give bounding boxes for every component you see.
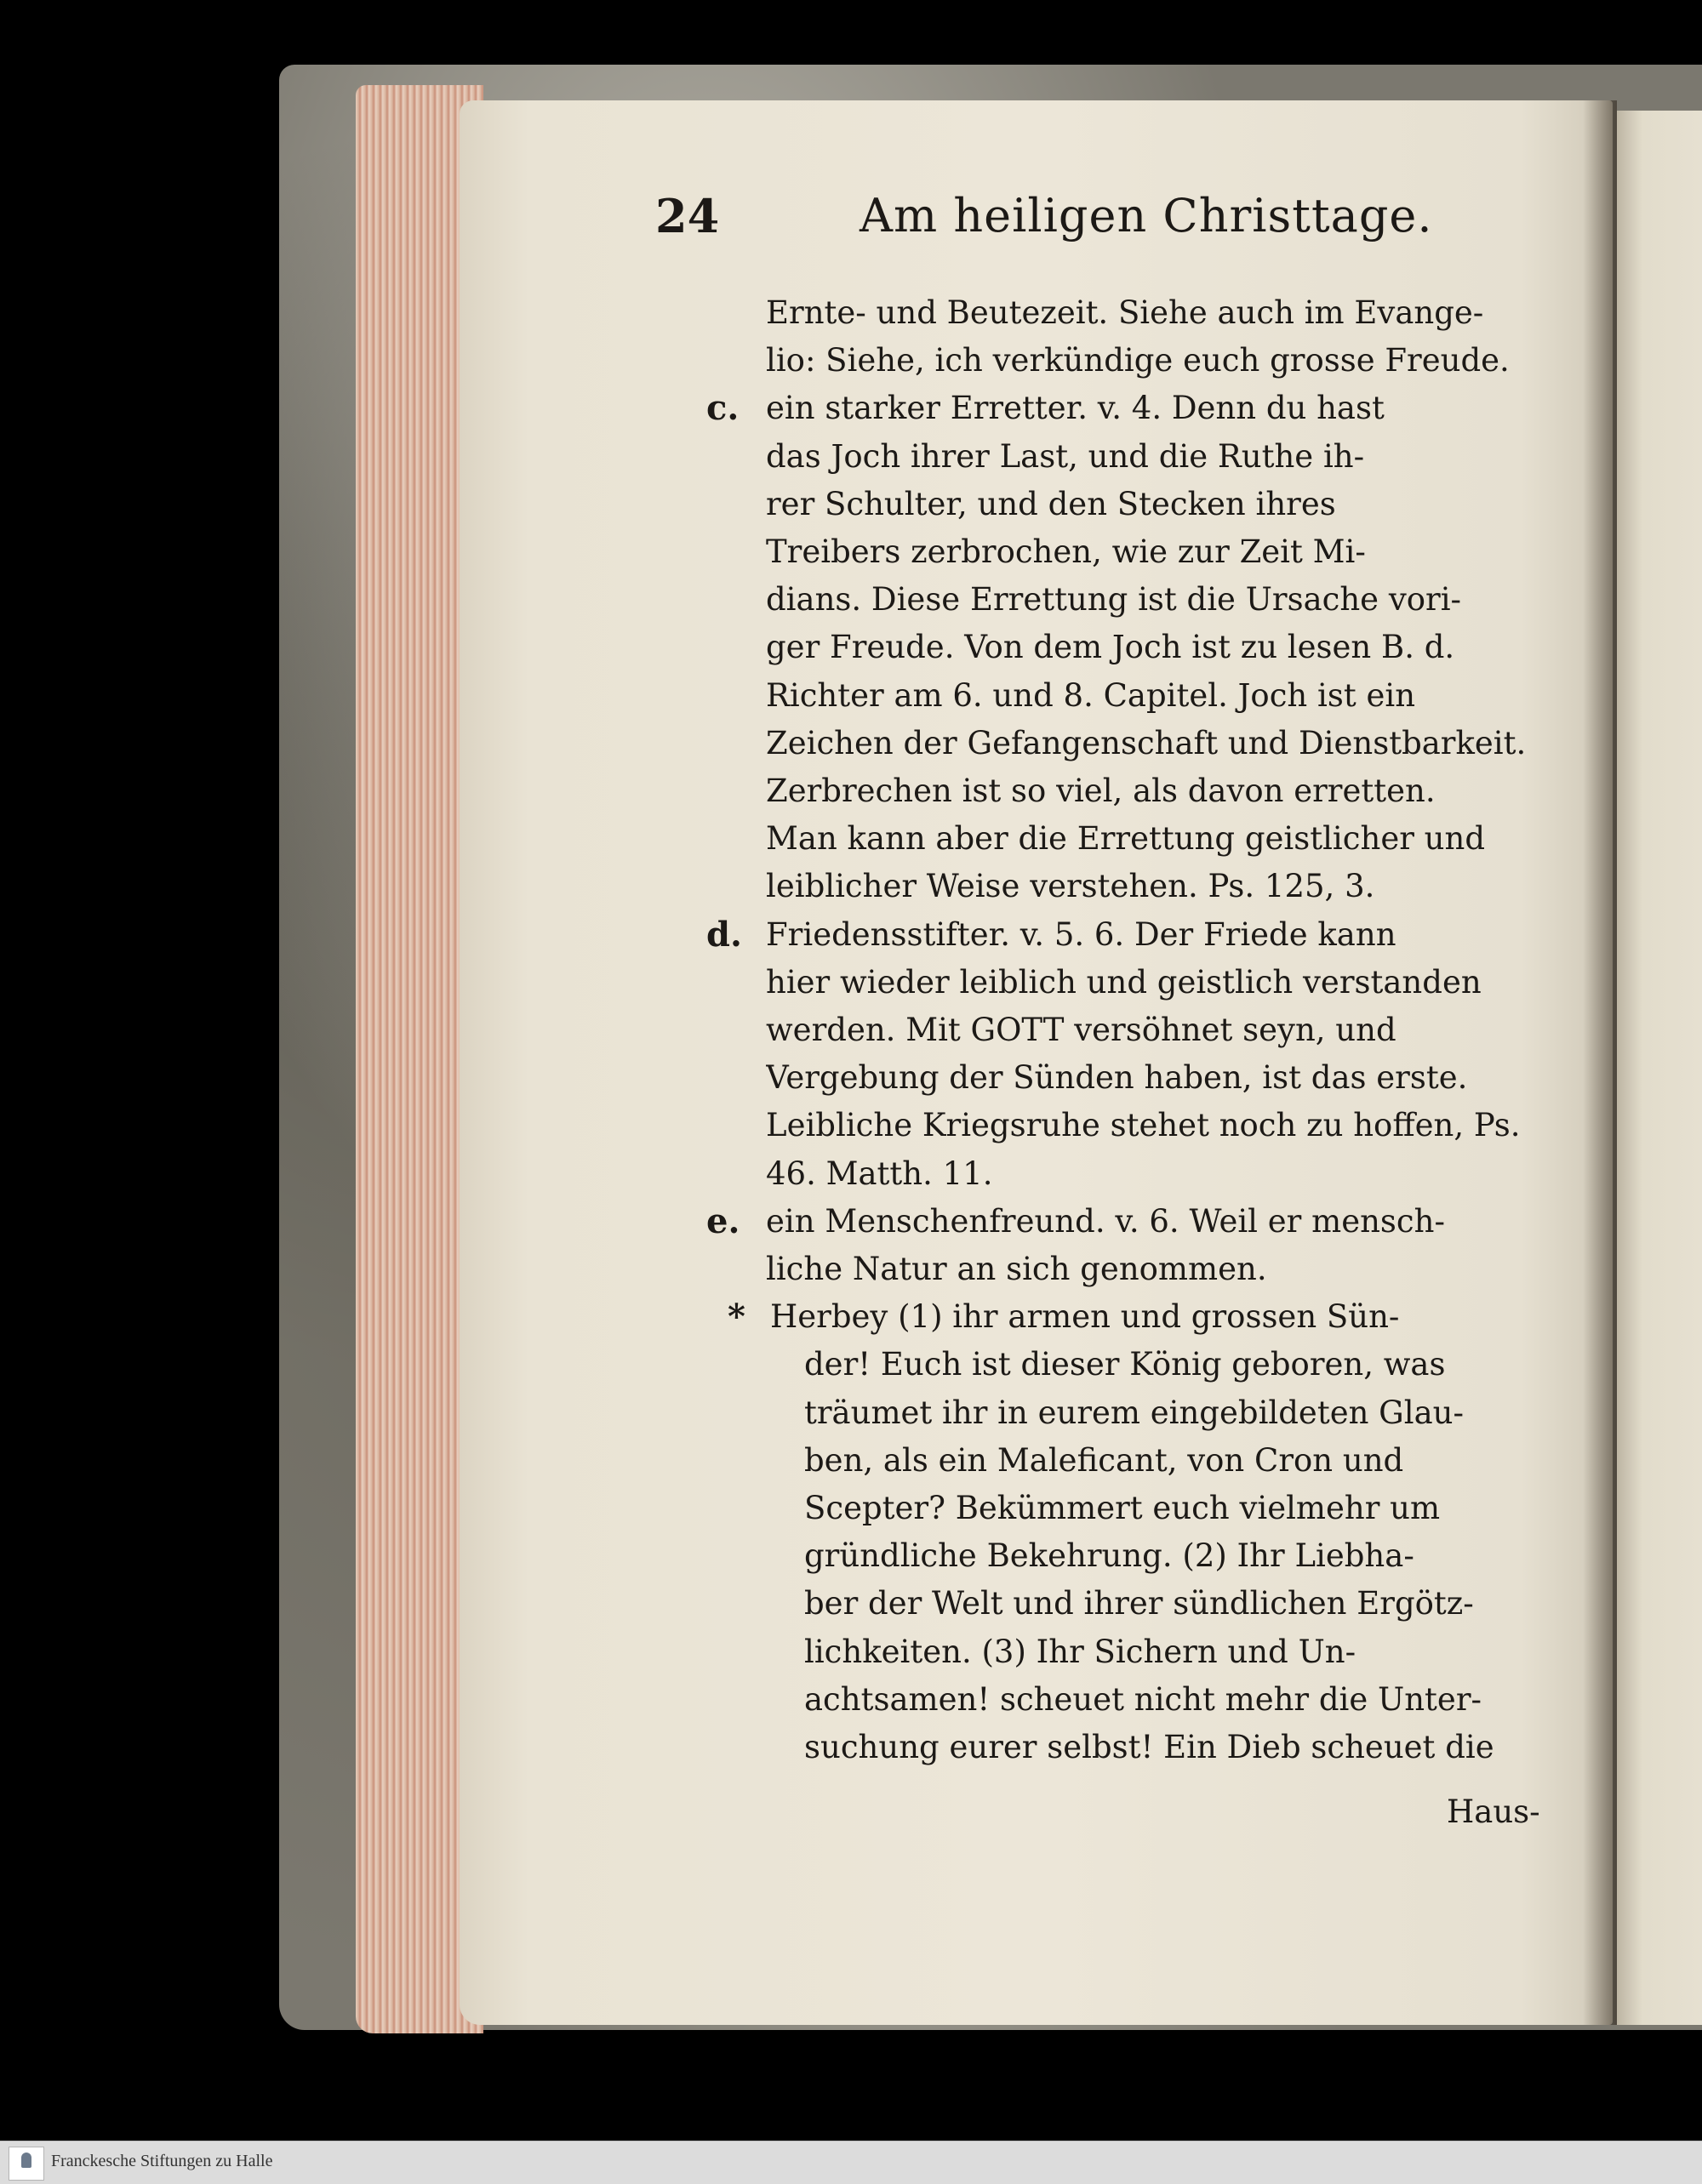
text-line: leiblicher Weise verstehen. Ps. 125, 3. bbox=[766, 868, 1375, 905]
text-line: hier wieder leiblich und geistlich verstanden bbox=[766, 963, 1482, 1001]
text-line: rer Schulter, und den Stecken ihres bbox=[766, 485, 1336, 522]
facing-page-edge bbox=[1617, 111, 1702, 2025]
text-line: ein starker Erretter. v. 4. Denn du hast bbox=[766, 390, 1385, 427]
text-line: träumet ihr in eurem eingebildeten Glau- bbox=[804, 1394, 1464, 1431]
text-line: Zerbrechen ist so viel, als davon erretten. bbox=[766, 773, 1436, 809]
list-marker: c. bbox=[706, 388, 740, 429]
text-line: ger Freude. Von dem Joch ist zu lesen B. d. bbox=[766, 629, 1455, 666]
footer-bar bbox=[0, 2141, 1702, 2184]
page-gutter bbox=[1583, 100, 1617, 2025]
text-line: ber der Welt und ihrer sündlichen Ergötz- bbox=[804, 1585, 1474, 1622]
text-line: gründliche Bekehrung. (2) Ihr Liebha- bbox=[804, 1537, 1414, 1575]
text-line: 46. Matth. 11. bbox=[766, 1155, 993, 1192]
text-line: Man kann aber die Errettung geistlicher und bbox=[766, 820, 1486, 858]
text-line: Richter am 6. und 8. Capitel. Joch ist ein bbox=[766, 676, 1416, 714]
list-marker: e. bbox=[706, 1200, 740, 1241]
text-line: achtsamen! scheuet nicht mehr die Unter- bbox=[804, 1680, 1482, 1718]
text-line: lichkeiten. (3) Ihr Sichern und Un- bbox=[804, 1633, 1356, 1670]
text-line: ben, als ein Maleficant, von Cron und bbox=[804, 1441, 1404, 1479]
institution-logo-icon bbox=[9, 2147, 44, 2181]
text-line: lio: Siehe, ich verkündige euch grosse Freude. bbox=[766, 342, 1510, 379]
list-marker: d. bbox=[706, 914, 742, 955]
list-marker: * bbox=[728, 1297, 745, 1337]
text-line: Friedensstifter. v. 5. 6. Der Friede kann bbox=[766, 915, 1396, 953]
text-line: das Joch ihrer Last, und die Ruthe ih- bbox=[766, 437, 1365, 475]
text-line: dians. Diese Errettung ist die Ursache vori- bbox=[766, 581, 1462, 619]
text-line: Herbey (1) ihr armen und grossen Sün- bbox=[770, 1298, 1400, 1336]
page-header bbox=[655, 189, 1600, 257]
text-line: Scepter? Bekümmert euch vielmehr um bbox=[804, 1490, 1441, 1526]
text-line: Vergebung der Sünden haben, ist das erste. bbox=[766, 1059, 1468, 1097]
text-line: Treibers zerbrochen, wie zur Zeit Mi- bbox=[766, 533, 1366, 570]
text-line: Zeichen der Gefangenschaft und Dienstbarkeit. bbox=[766, 724, 1527, 761]
text-line: der! Euch ist dieser König geboren, was bbox=[804, 1346, 1446, 1383]
footer-label: Franckesche Stiftungen zu Halle bbox=[51, 2152, 273, 2170]
text-line: liche Natur an sich genommen. bbox=[766, 1251, 1267, 1287]
text-line: werden. Mit GOTT versöhnet seyn, und bbox=[766, 1012, 1396, 1048]
text-line: ein Menschenfreund. v. 6. Weil er mensch- bbox=[766, 1202, 1445, 1240]
text-line: suchung eurer selbst! Ein Dieb scheuet die bbox=[804, 1729, 1494, 1765]
text-line: Ernte- und Beutezeit. Siehe auch im Evange- bbox=[766, 294, 1484, 331]
running-title: Am heiligen Christtage. bbox=[860, 189, 1433, 242]
catchword: Haus- bbox=[1447, 1793, 1540, 1830]
page-number: 24 bbox=[655, 189, 720, 243]
text-line: Leibliche Kriegsruhe stehet noch zu hoffen, Ps. bbox=[766, 1107, 1521, 1144]
